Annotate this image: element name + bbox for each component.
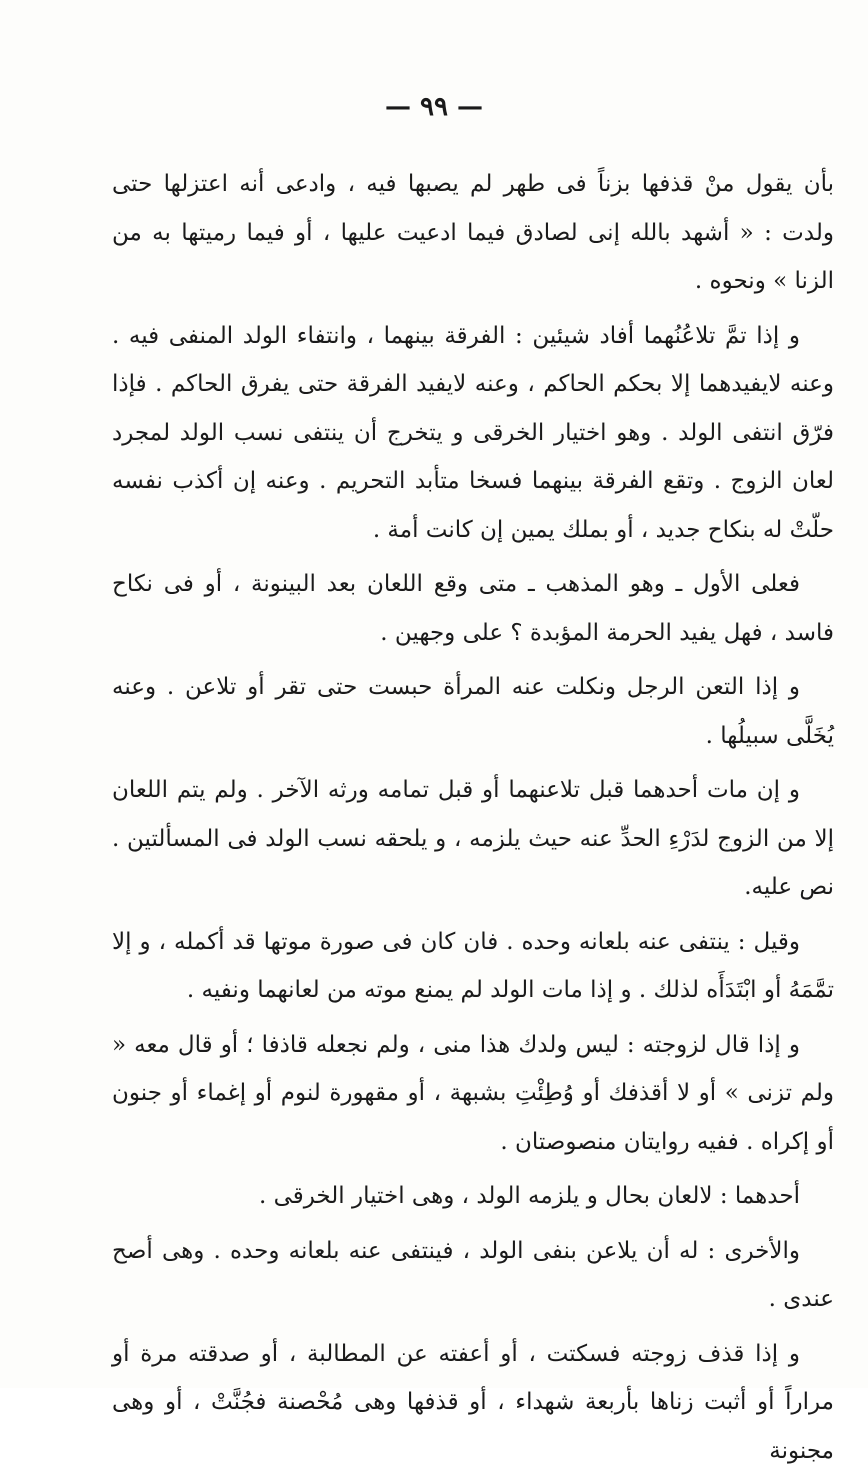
page-body-text — [112, 160, 834, 1481]
paragraph-8: أحدهما : لالعان بحال و يلزمه الولد ، وهى اختيار الخرقى . — [258, 1183, 800, 1209]
paragraph-6: وقيل : ينتفى عنه بلعانه وحده . فان كان فى صورة موتها قد أكمله ، و إلا تمَّمَهُ أو ابْتَدَأَه لذلك . و إذا مات الولد لم يمنع موته من لعانهما ونفيه . — [112, 928, 834, 1003]
paragraph-7: و إذا قال لزوجته : ليس ولدك هذا منى ، ولم نجعله قاذفا ؛ أو قال معه « ولم تزنى » أو لا أقذفك أو وُطِئْتِ بشبهة ، أو مقهورة لنوم أو إغماء أو جنون أو إكراه . ففيه روايتان منصوصتان . — [112, 1031, 834, 1155]
paragraph-5: و إن مات أحدهما قبل تلاعنهما أو قبل تمامه ورثه الآخر . ولم يتم اللعان إلا من الزوج لدَرْءِ الحدِّ عنه حيث يلزمه ، و يلحقه نسب الولد فى المسألتين . نص عليه. — [112, 777, 834, 900]
paragraph-9: والأخرى : له أن يلاعن بنفى الولد ، فينتفى عنه بلعانه وحده . وهى أصح عندى . — [112, 1237, 834, 1312]
page-number: — ٩٩ — — [384, 92, 484, 122]
paragraph-3: فعلى الأول ـ وهو المذهب ـ متى وقع اللعان بعد البينونة ، أو فى نكاح فاسد ، فهل يفيد الحرمة المؤبدة ؟ على وجهين . — [112, 571, 834, 646]
paragraph-4: و إذا التعن الرجل ونكلت عنه المرأة حبست حتى تقر أو تلاعن . وعنه يُخَلَّى سبيلُها . — [112, 674, 834, 749]
paragraph-2: و إذا تمَّ تلاعُنُهما أفاد شيئين : الفرقة بينهما ، وانتفاء الولد المنفى فيه . وعنه لايفيدهما إلا بحكم الحاكم ، وعنه لايفيد الفرقة حتى يفرق الحاكم . فإذا فرّق انتفى الولد . وهو اختيار الخرقى و يتخرج أن ينتفى نسب الولد لمجرد لعان الزوج . وتقع الفرقة بينهما فسخا متأبد التحريم . وعنه إن أكذب نفسه حلّتْ له بنكاح جديد ، أو بملك يمين إن كانت أمة . — [112, 322, 834, 543]
paragraph-1: بأن يقول منْ قذفها بزناً فى طهر لم يصبها فيه ، وادعى أنه اعتزلها حتى ولدت : « أشهد بالله إنى لصادق فيما ادعيت عليها ، أو فيما رميتها به من الزنا » ونحوه . — [112, 171, 834, 294]
paragraph-10: و إذا قذف زوجته فسكتت ، أو أعفته عن المطالبة ، أو صدقته مرة أو مراراً أو أثبت زناها بأربعة شهداء ، أو قذفها وهى مُحْصنة فجُنَّتْ ، أو وهى مجنونة — [112, 1340, 834, 1464]
